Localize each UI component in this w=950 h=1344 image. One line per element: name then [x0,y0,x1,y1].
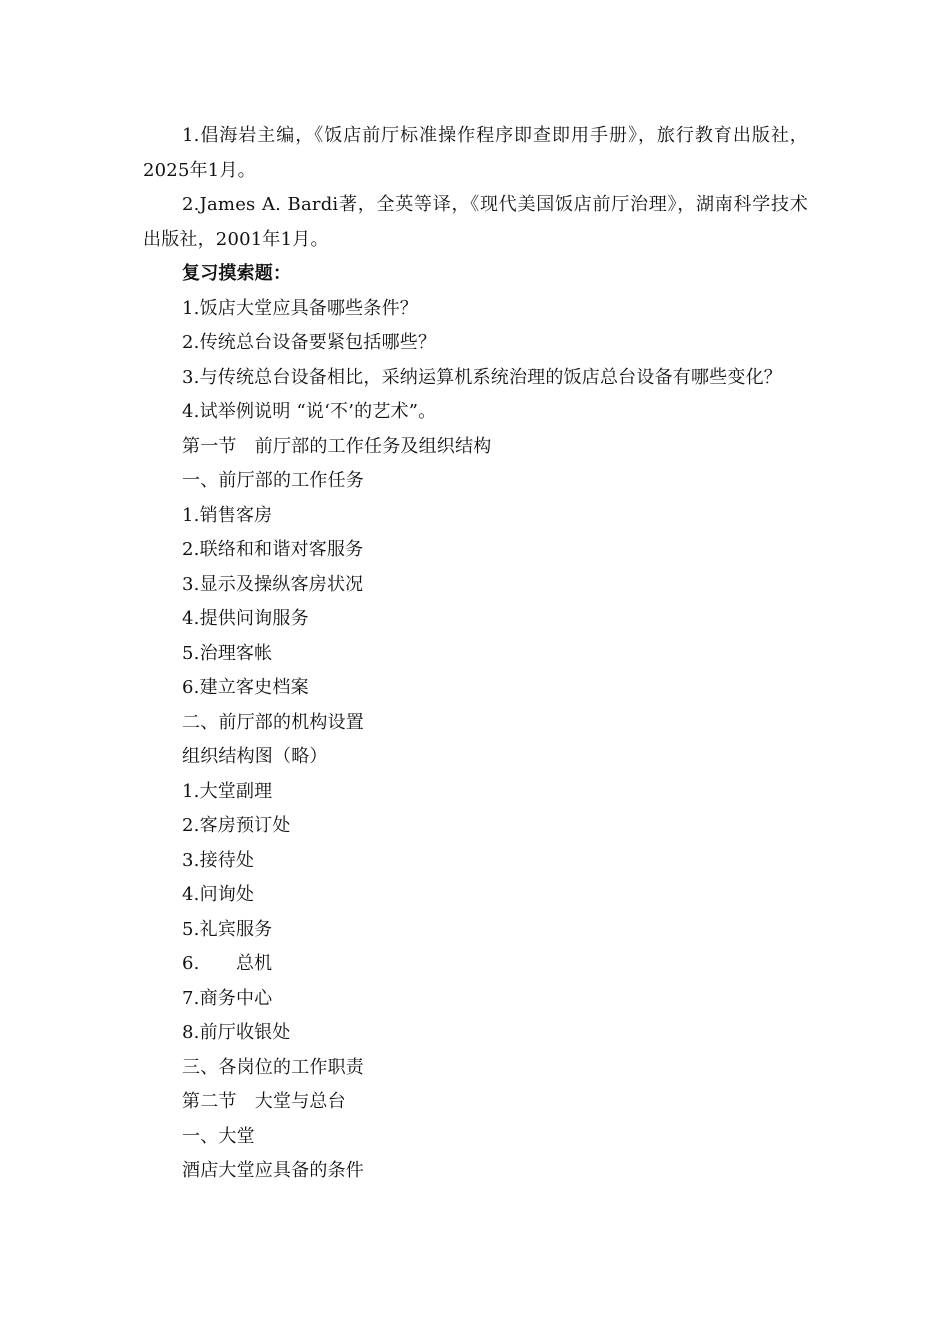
unit-item: 7.商务中心 [182,987,273,1009]
unit-item: 6. 总机 [182,953,273,974]
task-item: 6.建立客史档案 [182,677,309,698]
document-body [143,119,808,1189]
review-question: 1.饭店大堂应具备哪些条件？ [182,297,418,319]
review-question: 4.试举例说明 “说‘不’的艺术”。 [182,401,437,422]
review-question: 3.与传统总台设备相比，采纳运算机系统治理的饭店总台设备有哪些变化？ [182,366,782,388]
reference-1: 1.倡海岩主编，《饭店前厅标准操作程序即查即用手册》，旅行教育出版社，2025年1月。 [143,125,808,181]
unit-item: 8.前厅收银处 [182,1022,291,1043]
task-item: 5.治理客帐 [182,642,273,664]
unit-item: 1.大堂副理 [182,780,273,802]
section-2-part-1-title: 一、大堂 [182,1125,255,1147]
task-item: 4.提供问询服务 [182,608,309,629]
org-chart-note: 组织结构图（略） [182,746,328,767]
task-item: 1.销售客房 [182,504,273,526]
unit-item: 3.接待处 [182,849,255,871]
reference-2: 2.James A. Bardi著，全英等译，《现代美国饭店前厅治理》，湖南科学技术出版社，2001年1月。 [143,194,808,250]
task-item: 3.显示及操纵客房状况 [182,573,364,595]
section-2-subheading: 酒店大堂应具备的条件 [182,1160,364,1181]
unit-item: 2.客房预订处 [182,815,291,836]
review-heading: 复习摸索题： [182,263,292,284]
section-1-part-2-title: 二、前厅部的机构设置 [182,711,364,733]
unit-item: 5.礼宾服务 [182,918,273,940]
section-2-title: 第二节 大堂与总台 [182,1091,346,1112]
task-item: 2.联络和和谐对客服务 [182,539,364,560]
section-1-part-1-title: 一、前厅部的工作任务 [182,470,364,491]
unit-item: 4.问询处 [182,884,255,905]
section-1-part-3-title: 三、各岗位的工作职责 [182,1056,364,1078]
review-question: 2.传统总台设备要紧包括哪些？ [182,332,437,353]
section-1-title: 第一节 前厅部的工作任务及组织结构 [182,435,492,457]
